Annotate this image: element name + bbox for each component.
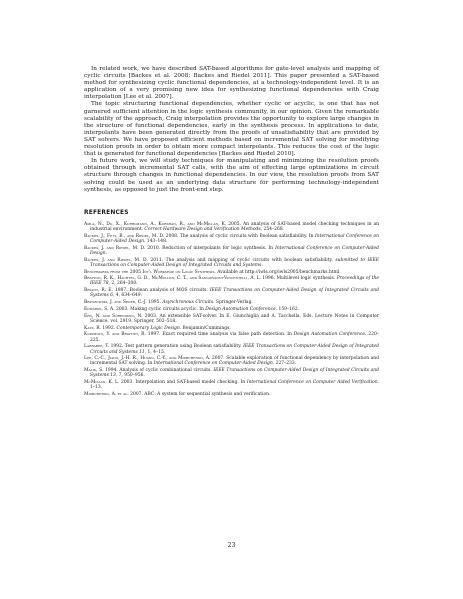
page-body	[84, 66, 379, 399]
reference-title: Analysis of cyclic combinational circuits.	[117, 368, 214, 374]
reference-details: , 1, 4–15.	[144, 349, 166, 355]
reference-item	[84, 356, 379, 366]
reference-item	[84, 314, 379, 324]
reference-item	[84, 234, 379, 244]
reference-authors: Eén, N. and Sörensson, N. 2003.	[84, 313, 158, 319]
reference-item	[84, 344, 379, 354]
body-paragraph: In future work, we will study techniques for manipulating and minimizing the resolution proofs obtained through incremental SAT calls, with the aim of effecting large optimizations in circuit structure through changes in functional dependencies. In our view, the resolution proofs from SAT solving could be used as an underlying data structure for performing technology-independent synthesis, as opposed to just the front-end step.	[84, 158, 379, 193]
reference-title: Reduction of interpolants for logic synthesis. In	[160, 245, 276, 251]
reference-title: Exact required time analysis via false path detection. In	[160, 332, 294, 338]
reference-details: . Benjamin/Cummings.	[179, 325, 231, 331]
reference-item	[84, 276, 379, 286]
reference-item	[84, 222, 379, 232]
reference-item	[84, 246, 379, 256]
reference-authors: Malik, S. 1994.	[84, 368, 118, 374]
reference-venue: International Conference on Computer-Aided Design	[153, 361, 273, 367]
reference-title: An extensible SAT-solver. In E. Giunchiglia and A. Tacchella, Eds. Lecture Notes in Computer Science, vol. 2919. Springer, 502–518.	[90, 313, 380, 324]
reference-title: An analysis of SAT-based model checking techniques in an industrial environment.	[90, 221, 380, 232]
reference-title: ABC: A system for sequential synthesis and verification.	[142, 392, 271, 398]
reference-details: . Springer-Verlag.	[213, 300, 253, 306]
reference-details: .	[105, 250, 108, 256]
reference-details: . 143–148.	[143, 238, 168, 244]
reference-item	[84, 368, 379, 378]
reference-venue: IEEE Transactions on Computer-Aided Design of Integrated Circuits and Systems 6	[90, 288, 379, 299]
reference-venue: Proceedings of the IEEE 78	[90, 276, 379, 287]
reference-details: , 2, 264–300.	[108, 281, 138, 287]
reference-venue: International Conference on Computer-Aided Design	[90, 233, 380, 244]
reference-title: Making cyclic circuits acyclic. In	[128, 306, 206, 312]
reference-venue: IEEE Transactions on Computer-Aided Design of Integrated Circuits and Systems 13	[90, 368, 380, 379]
reference-item	[84, 288, 379, 298]
reference-authors: Edwards, S. A. 2003.	[84, 306, 129, 312]
reference-venue: Contemporary Logic Design	[116, 325, 180, 331]
reference-title: Boolean analysis of MOS circuits.	[127, 288, 210, 294]
reference-authors: McMillan, K. L. 2003.	[84, 380, 134, 386]
reference-authors: Kukimoto, Y. and Brayton, R. 1997.	[84, 332, 161, 338]
reference-authors: Backes, J. and Riedel, M. D. 2011.	[84, 257, 164, 263]
reference-item	[84, 307, 379, 312]
reference-item	[84, 392, 379, 397]
reference-authors: Bryant, R. E. 1987.	[84, 288, 128, 294]
reference-venue: International Conference on Computer-Aided Design	[90, 245, 379, 256]
reference-title: Test pattern generation using Boolean satisfiability.	[123, 344, 244, 350]
reference-title: Multilevel logic synthesis.	[275, 276, 337, 282]
reference-venue: submitted to IEEE Transactions on Computer-Aided Design of Integrated Circuits and Systems	[90, 257, 379, 268]
reference-details: , 254–268.	[260, 226, 285, 232]
reference-venue: Asynchronous Circuits	[162, 300, 214, 306]
reference-title: The analysis and mapping of cyclic circuits with boolean satisfiability.	[163, 257, 336, 263]
reference-item	[84, 300, 379, 305]
reference-authors: Lee, C.-C., Jiang, J.-H. R., Huang, C.-Y., and Mishchenko, A. 2007.	[84, 356, 225, 362]
reference-details: .	[261, 262, 263, 268]
reference-venue: International Conference on Computer Aided Verification	[246, 380, 378, 386]
reference-authors: Brayton, R. K., Hachtel, G. D., McMullen, C. T., and Sangiovanni-Vincentelli, A. L. 1996.	[84, 276, 275, 282]
reference-venue: Design Automation Conference	[293, 332, 366, 338]
reference-authors: Amla, N., Du, X., Kuehlmann, A., Kurshan, R., and McMillan, K. 2005.	[84, 221, 241, 227]
reference-authors: Brzozowski, J. and Seger, C.-J. 1995.	[84, 300, 161, 306]
reference-item	[84, 326, 379, 331]
reference-venue: Correct Hardware Design and Verification Methods	[144, 226, 261, 232]
reference-venue: IEEE Transactions on Computer-Aided Design of Integrated Circuits and Systems 11	[90, 344, 379, 355]
references-heading: REFERENCES	[84, 209, 129, 216]
reference-authors: Backes, J., Fett, B., and Riedel, M. D. 2008.	[84, 233, 179, 239]
reference-item	[84, 258, 379, 268]
reference-venue: Design Automation Conference	[205, 306, 276, 312]
reference-title: Interpolation and SAT-based model checking. In	[133, 380, 247, 386]
reference-details: , 7, 950–956.	[115, 373, 145, 379]
reference-authors: Larrabee, T. 1992.	[84, 344, 124, 350]
reference-authors: Katz, R. 1992.	[84, 325, 116, 331]
page-number: 23	[227, 542, 236, 549]
reference-title: Scalable exploration of functional dependency by interpolation and incremental SAT solving. In	[90, 356, 379, 367]
reference-details: . 220–225.	[90, 332, 379, 343]
reference-item	[84, 380, 379, 390]
reference-authors: Backes, J. and Riedel, M. D. 2010.	[84, 245, 161, 251]
reference-title: Available at http://iwls.org/iwls2005/benchmarks.html.	[215, 269, 341, 275]
reference-authors: Benchmarks from the 2005 Int'l Workshop on Logic Synthesis.	[84, 269, 216, 275]
reference-list	[84, 222, 379, 398]
reference-title: The analysis of cyclic circuits with Boolean satisfiability. In	[178, 233, 316, 239]
reference-authors: Mishchenko, A. et al. 2007.	[84, 392, 143, 398]
reference-details: . 227–233.	[272, 361, 297, 367]
reference-item	[84, 270, 379, 275]
reference-details: . 159–162.	[275, 306, 300, 312]
reference-item	[84, 332, 379, 342]
body-paragraph: In related work, we have described SAT-based algorithms for gate-level analysis and mapping of cyclic circuits [Backes et al. 2008; Backes and Riedel 2011]. This paper presented a SAT-based method for synthesizing cyclic functional dependencies, at a technology-independent level. It is an application of a very promising new idea for synthesizing functional dependencies with Craig interpolation [Lee et al. 2007].	[84, 66, 379, 101]
reference-details: . 1–13.	[90, 380, 379, 391]
reference-details: , 4, 634–649.	[112, 293, 142, 299]
body-paragraph: The topic structuring functional dependencies, whether cyclic or acyclic, is one that has not garnered sufficient attention in the logic synthesis community, in our opinion. Given the remarkable scalability of the approach, Craig interpolation provides the opportunity to explore large changes in the structure of functional dependencies, early in the synthesis process. In applications to date, interpolants have been generated directly from the proofs of unsatisfiability that are provided by SAT solvers. We have proposed efficient methods based on incremental SAT solving for modifying resolution proofs in order to obtain more compact interpolants. This reduces the cost of the logic that is generated for functional dependencies [Backes and Riedel 2010].	[84, 101, 379, 158]
